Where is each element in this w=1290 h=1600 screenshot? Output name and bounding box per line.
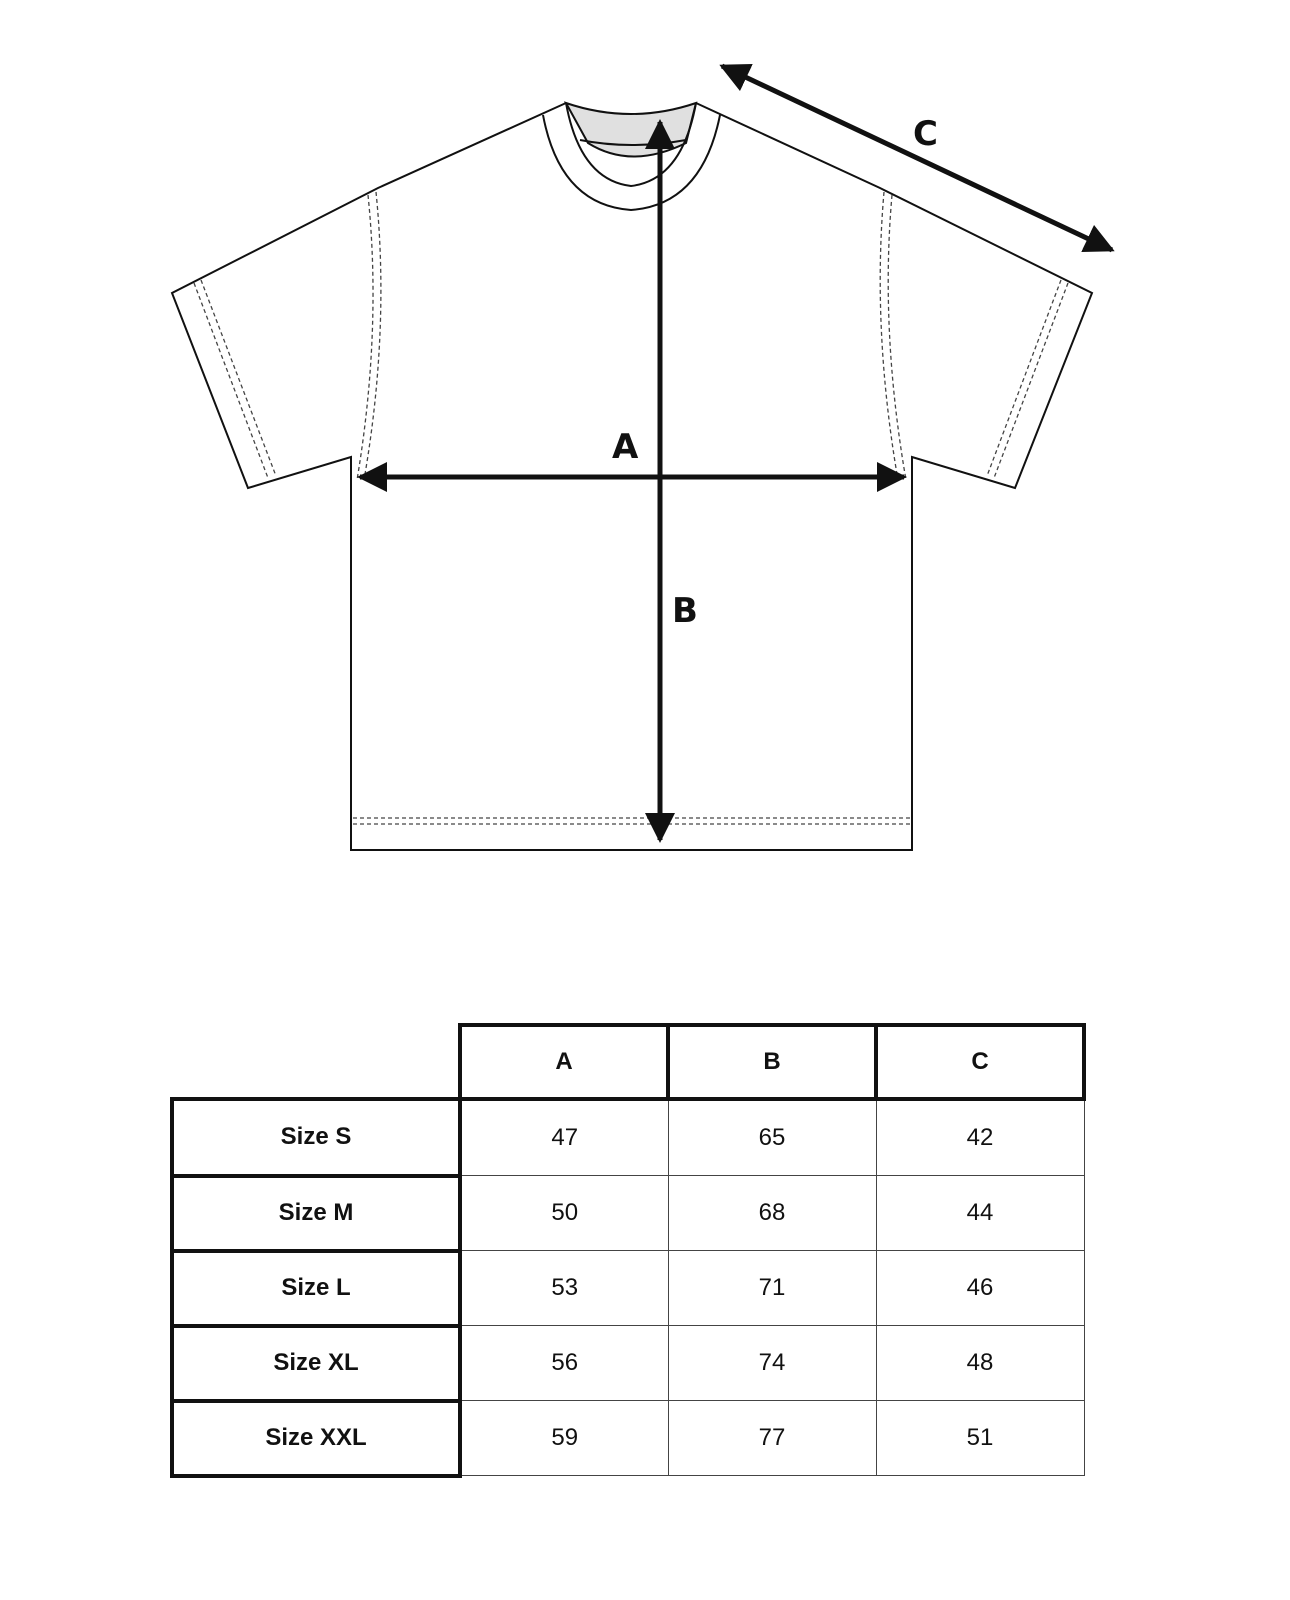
row-label: Size XXL bbox=[172, 1401, 460, 1476]
table-cell: 46 bbox=[876, 1251, 1084, 1326]
collar-inner-fill bbox=[566, 103, 696, 157]
table-cell: 77 bbox=[668, 1401, 876, 1476]
table-row bbox=[172, 1099, 1084, 1176]
table-row bbox=[172, 1401, 1084, 1476]
row-label: Size M bbox=[172, 1176, 460, 1251]
size-table bbox=[170, 1023, 1086, 1478]
table-cell: 47 bbox=[460, 1099, 668, 1176]
table-cell: 51 bbox=[876, 1401, 1084, 1476]
row-label: Size S bbox=[172, 1099, 460, 1176]
table-cell: 50 bbox=[460, 1176, 668, 1251]
table-row bbox=[172, 1251, 1084, 1326]
table-cell: 71 bbox=[668, 1251, 876, 1326]
column-header-b: B bbox=[668, 1025, 876, 1099]
table-cell: 44 bbox=[876, 1176, 1084, 1251]
table-corner bbox=[172, 1025, 460, 1099]
column-header-c: C bbox=[876, 1025, 1084, 1099]
label-b: B bbox=[672, 591, 698, 631]
table-cell: 74 bbox=[668, 1326, 876, 1401]
label-c: C bbox=[913, 114, 938, 154]
table-row bbox=[172, 1176, 1084, 1251]
row-label: Size XL bbox=[172, 1326, 460, 1401]
table-header-row bbox=[172, 1025, 1084, 1099]
row-label: Size L bbox=[172, 1251, 460, 1326]
table-cell: 68 bbox=[668, 1176, 876, 1251]
table-row bbox=[172, 1326, 1084, 1401]
label-a: A bbox=[612, 427, 639, 467]
table-cell: 65 bbox=[668, 1099, 876, 1176]
measure-arrow-c bbox=[722, 66, 1112, 250]
column-header-a: A bbox=[460, 1025, 668, 1099]
table-cell: 56 bbox=[460, 1326, 668, 1401]
table-cell: 53 bbox=[460, 1251, 668, 1326]
table-cell: 48 bbox=[876, 1326, 1084, 1401]
table-cell: 59 bbox=[460, 1401, 668, 1476]
stitching bbox=[194, 192, 1068, 824]
table-cell: 42 bbox=[876, 1099, 1084, 1176]
